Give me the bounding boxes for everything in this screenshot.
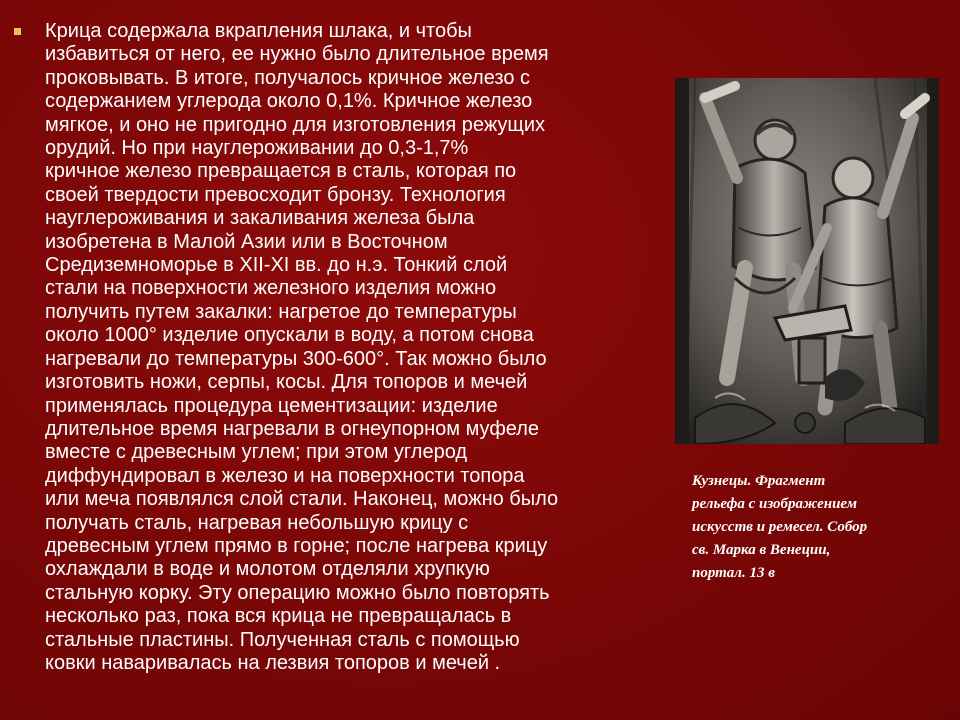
relief-image: [675, 78, 939, 444]
bullet-marker: [14, 28, 21, 35]
body-text: Крица содержала вкрапления шлака, и чтобы избавиться от него, ее нужно было длительное время проковывать. В итоге, получалось кричное железо с содержанием углерода около 0,1%. Кричное железо мягкое, и оно не пригодно для изготовления режущих орудий. Но при науглероживании до 0,3-1,7% кричное железо превращается в сталь, которая по своей твердости превосходит бронзу. Технология науглероживания и закаливания железа была изобретена в Малой Азии или в Восточном Средиземноморье в XII-XI вв. до н.э. Тонкий слой стали на поверхности железного изделия можно получить путем закалки: нагретое до температуры около 1000° изделие опускали в воду, а потом снова нагревали до температуры 300-600°. Так можно было изготовить ножи, серпы, косы. Для топоров и мечей применялась процедура цементизации: изделие длительное время нагревали в огнеупорном муфеле вместе с древесным углем; при этом углерод диффундировал в железо и на поверхности топора или меча появлялся слой стали. Наконец, можно было получать сталь, нагревая небольшую крицу с древесным углем прямо в горне; после нагрева крицу охлаждали в воде и молотом отделяли хрупкую стальную корку. Эту операцию можно было повторять несколько раз, пока вся крица не превращалась в стальные пластины. Полученная сталь с помощью ковки наваривалась на лезвия топоров и мечей .: [45, 20, 559, 674]
relief-photo: [675, 78, 939, 444]
image-caption: Кузнецы. Фрагмент рельефа с изображением искусств и ремесел. Собор св. Марка в Венеции, портал. 13 в: [692, 473, 868, 581]
